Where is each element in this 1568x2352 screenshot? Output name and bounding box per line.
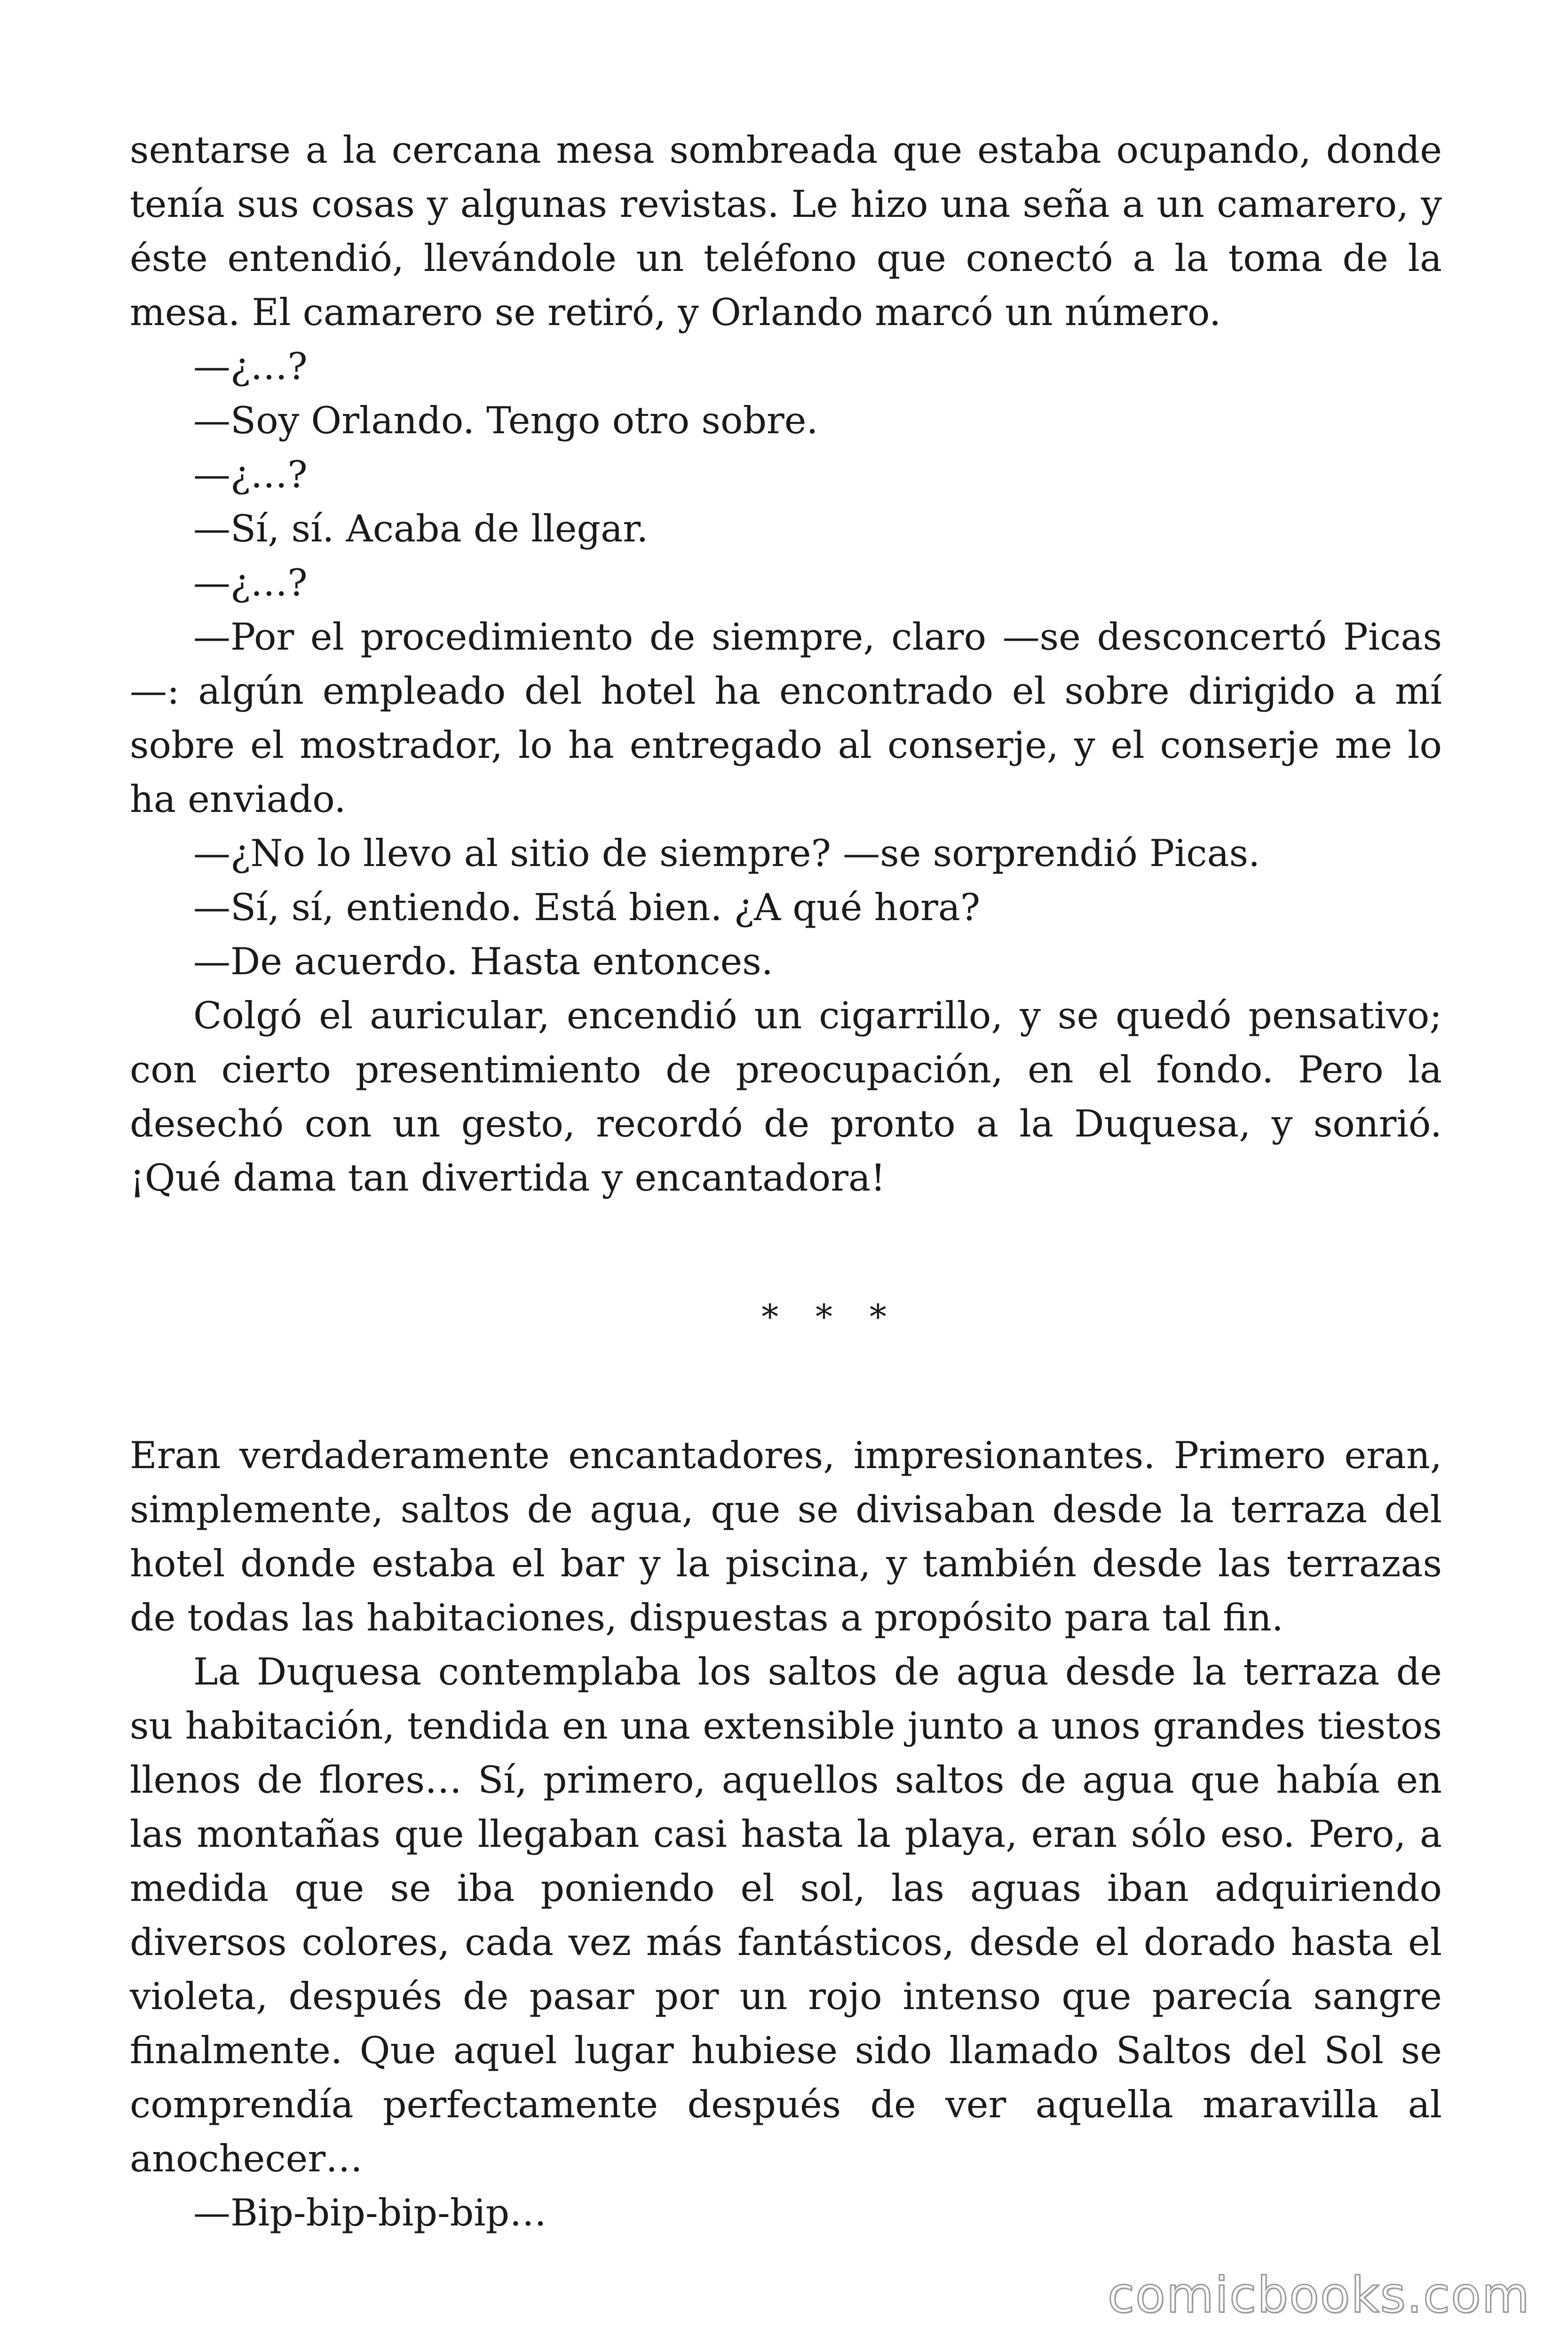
dialogue-line: —¿No lo llevo al sitio de siempre? —se sorprendió Picas. — [193, 832, 1260, 875]
paragraph: Eran verdaderamente encantadores, impresionantes. Primero eran, simplemente, saltos de agua, que se divisaban desde la terraza del hotel donde estaba el bar y la piscina, y también desde las terrazas de todas las habitaciones, dispuestas a propósito para tal fin. — [130, 1434, 1442, 1639]
dialogue-line: —Sí, sí, entiendo. Está bien. ¿A qué hora? — [193, 886, 981, 929]
dialogue-line: —Sí, sí. Acaba de llegar. — [193, 507, 649, 550]
paragraph: Colgó el auricular, encendió un cigarrillo, y se quedó pensativo; con cierto presentimiento de preocupación, en el fondo. Pero la desechó con un gesto, recordó de pronto a la Duquesa, y sonrió. ¡Qué dama tan divertida y encantadora! — [130, 994, 1442, 1200]
dialogue-line: —¿…? — [193, 561, 308, 604]
dialogue-line: —Soy Orlando. Tengo otro sobre. — [193, 399, 818, 442]
dialogue-paragraph: —Por el procedimiento de siempre, claro —se desconcertó Picas —: algún empleado del hotel ha encontrado el sobre dirigido a mí sobre el mostrador, lo ha entregado al conserje, y el conserje me lo ha enviado. — [130, 615, 1442, 821]
paragraph: La Duquesa contemplaba los saltos de agua desde la terraza de su habitación, tendida en una extensible junto a unos grandes tiestos llenos de flores… Sí, primero, aquellos saltos de agua que había en las montañas que llegaban casi hasta la playa, eran sólo eso. Pero, a medida que se iba poniendo el sol, las aguas iban adquiriendo diversos colores, cada vez más fantásticos, desde el dorado hasta el violeta, después de pasar por un rojo intenso que parecía sangre finalmente. Que aquel lugar hubiese sido llamado Saltos del Sol se comprendía perfectamente después de ver aquella maravilla al anochecer… — [130, 1650, 1442, 2180]
dialogue-line: —¿…? — [193, 345, 308, 388]
watermark: comicbooks.com — [1107, 2266, 1530, 2324]
dialogue-line: —Bip-bip-bip-bip… — [193, 2191, 547, 2234]
paragraph: sentarse a la cercana mesa sombreada que estaba ocupando, donde tenía sus cosas y algunas revistas. Le hizo una seña a un camarero, y éste entendió, llevándole un teléfono que conectó a la toma de la mesa. El camarero se retiró, y Orlando marcó un número. — [130, 128, 1442, 334]
dialogue-line: —De acuerdo. Hasta entonces. — [193, 940, 773, 983]
dialogue-line: —¿…? — [193, 453, 308, 496]
section-separator: * * * — [761, 1297, 900, 1336]
book-page — [130, 123, 1442, 2240]
